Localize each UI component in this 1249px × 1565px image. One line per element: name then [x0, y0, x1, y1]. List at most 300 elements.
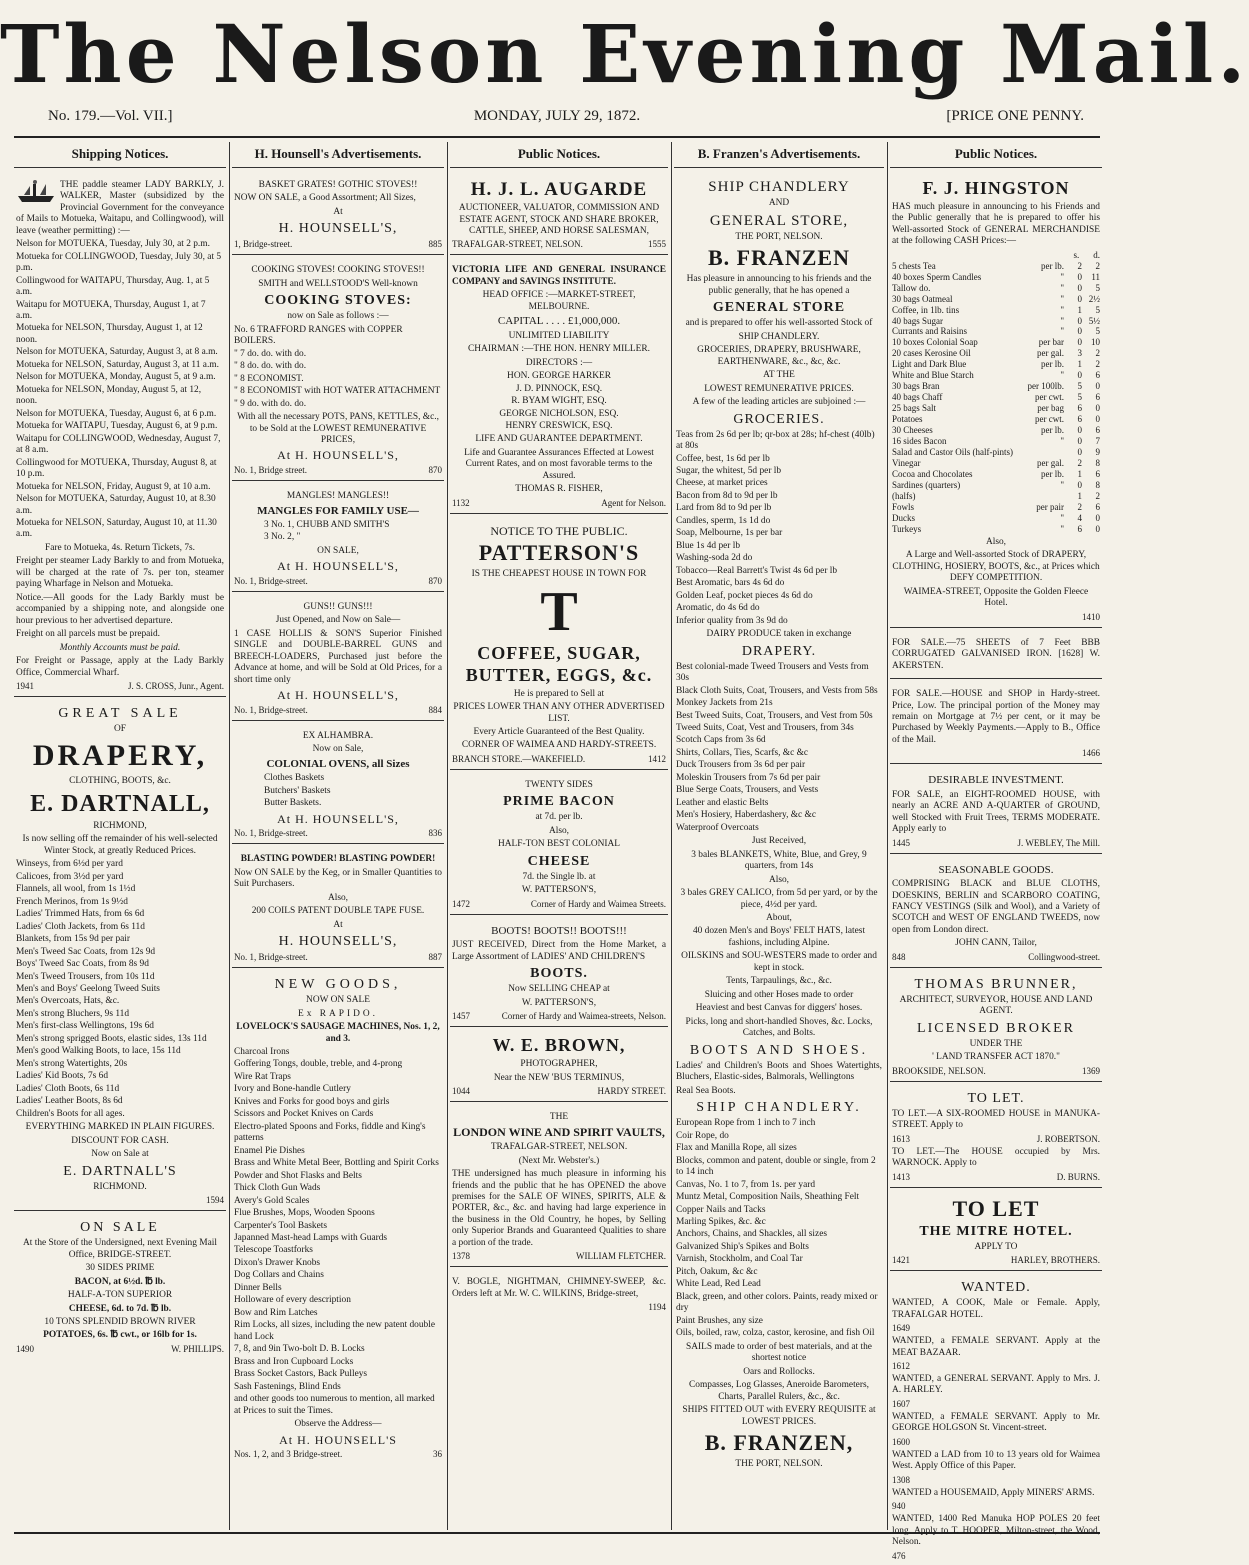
stove-item: No. 6 TRAFFORD RANGES with COPPER BOILERS. — [234, 324, 403, 347]
agent-role: Agent for Nelson. — [601, 497, 666, 508]
goods-item: Dixon's Drawer Knobs — [234, 1257, 321, 1268]
groceries-line: GROCERIES, DRAPERY, BRUSHWARE, EARTHENWARE, &c., &c, &c. — [697, 345, 861, 367]
victoria-title: VICTORIA LIFE AND GENERAL INSURANCE COMPANY and SAVINGS INSTITUTE. — [452, 265, 666, 287]
grocery-item: Teas from 2s 6d per lb; qr-box at 28s; hf-chest (40lb) at 80s — [676, 429, 875, 452]
next-to: (Next Mr. Webster's.) — [518, 1155, 600, 1166]
dartnall-name: E. DARTNALL, — [30, 790, 210, 817]
price-pence: 5½ — [1088, 315, 1100, 326]
price-values — [1028, 381, 1101, 392]
fuse: 200 COILS PATENT DOUBLE TAPE FUSE. — [251, 906, 425, 917]
sale-item: Men's strong sprigged Boots, elastic sides, 13s 11d — [16, 1033, 207, 1044]
ad-number: 1412 — [648, 753, 666, 764]
price-item: 30 Cheeses — [892, 425, 933, 436]
hingston-tail: A Large and Well-assorted Stock of DRAPERY, CLOTHING, HOSIERY, BOOTS, &c., at Prices which DEFY COMPETITION. — [892, 550, 1100, 584]
ad-sub: Just Opened, and Now on Sale— — [275, 615, 401, 626]
price-item: 40 bags Sugar — [892, 315, 943, 326]
discount: DISCOUNT FOR CASH. — [71, 1135, 169, 1146]
bogle-ad — [450, 1271, 668, 1317]
price-shillings: 0 — [1077, 326, 1082, 337]
wanted-item — [892, 1514, 1100, 1561]
brown-near: Near the NEW 'BUS TERMINUS, — [493, 1072, 625, 1083]
dartnall-at: E. DARTNALL'S — [63, 1163, 177, 1179]
goods-item: Dinner Bells — [234, 1282, 282, 1293]
chandlery-item: Marling Spikes, &c. &c — [676, 1217, 766, 1228]
chandlery-item: Copper Nails and Tacks — [676, 1204, 766, 1215]
price-unit: per cwt. — [1035, 414, 1064, 425]
price-item: Vinegar — [892, 458, 921, 469]
ad-number: 1613 — [892, 1133, 910, 1144]
sale-item: Men's and Boys' Geelong Tweed Suits — [16, 984, 160, 995]
price-row — [892, 272, 1100, 283]
price-values — [1060, 294, 1100, 305]
price-row — [892, 491, 1100, 502]
price-pence: 7 — [1095, 436, 1100, 447]
sailing-item: Waitapu for MOTUEKA, Thursday, August 1, at 7 a.m. — [16, 299, 206, 322]
notice-title: NOTICE TO THE PUBLIC. — [490, 523, 628, 538]
column-divider — [229, 142, 230, 1530]
newgoods-ad — [232, 972, 444, 1464]
price-row — [892, 414, 1100, 425]
price-shillings: 1 — [1077, 491, 1082, 501]
price-unit: " — [1060, 512, 1064, 523]
drapery-item: Leather and elastic Belts — [676, 797, 769, 808]
hounsell-name: At H. HOUNSELL'S, — [277, 811, 399, 826]
ad-text: WANTED a HOUSEMAID, Apply MINERS' ARMS. — [892, 1487, 1095, 1498]
ad-number: 1413 — [892, 1171, 910, 1182]
drapery-item: Monkey Jackets from 21s — [676, 698, 773, 709]
cheese-head: HALF-A-TON SUPERIOR — [67, 1290, 173, 1301]
ad-number: 1472 — [452, 898, 470, 909]
sale-item: Men's first-class Wellingtons, 19s 6d — [16, 1021, 154, 1032]
ad-sub: NOW ON SALE — [306, 995, 370, 1006]
blankets: 3 bales BLANKETS, White, Blue, and Grey, 9 quarters, from 14s — [691, 849, 867, 872]
ex-ship: Ex RAPIDO. — [297, 1008, 378, 1019]
ad-text: WANTED, a FEMALE SERVANT. Apply to Mr. GEORGE HOLGSON St. Vincent-street. — [892, 1411, 1100, 1434]
cheese: CHEESE, 6d. to 7d. ℔ lb. — [68, 1303, 172, 1314]
price-values — [1037, 403, 1100, 414]
sailing-item: Motueka for NELSON, Monday, August 5, at 12, noon. — [16, 384, 202, 407]
price-pence: 10 — [1091, 337, 1100, 348]
stove-item: " 7 do. do. with do. — [234, 348, 307, 359]
address: Collingwood-street. — [1028, 951, 1100, 962]
price-unit: per gal. — [1037, 458, 1064, 469]
potatoes: POTATOES, 6s. ℔ cwt., or 16lb for 1s. — [43, 1330, 197, 1341]
price-item: Sardines (quarters) — [892, 480, 961, 491]
sale-item: Flannels, all wool, from 1s 1½d — [16, 884, 136, 895]
price-unit: " — [1060, 436, 1064, 447]
ad-number: 36 — [433, 1449, 442, 1460]
ad-number: 1194 — [648, 1302, 666, 1313]
sailing-item: Motueka for NELSON, Thursday, August 1, at 12 noon. — [16, 323, 203, 345]
column-header: Shipping Notices. — [14, 142, 226, 168]
address: BROOKSIDE, NELSON. — [892, 1065, 986, 1076]
price-row — [892, 447, 1100, 458]
under: UNDER THE — [969, 1038, 1023, 1049]
price-row — [892, 524, 1100, 535]
price-values — [1036, 502, 1100, 513]
goods-item: Rim Locks, all sizes, including the new patent double hand Lock — [234, 1320, 435, 1342]
also: Also, — [768, 874, 790, 885]
price-row — [892, 392, 1100, 403]
grocery-item: Golden Leaf, pocket pieces 4s 6d do — [676, 590, 813, 601]
price-shillings: 0 — [1077, 447, 1082, 458]
at-the: AT THE — [763, 370, 795, 381]
drapery-item: Moleskin Trousers from 7s 6d per pair — [676, 772, 821, 783]
hounsell-name: H. HOUNSELL'S, — [278, 221, 398, 237]
price-shillings: 5 — [1077, 381, 1082, 392]
dartnall-intro: Is now selling off the remainder of his well-selected Winter Stock, at greatly Reduced Prices. — [22, 834, 218, 856]
brown-role: PHOTOGRAPHER, — [520, 1059, 598, 1070]
sailing-item: Nelson for MOTUEKA, Saturday, August 10, at 8.30 a.m. — [16, 494, 216, 516]
price-values — [1060, 436, 1100, 447]
price-item: Cocoa and Chocolates — [892, 469, 973, 480]
director: GEORGE NICHOLSON, ESQ. — [499, 408, 619, 419]
bacon-main: PRIME BACON — [503, 794, 615, 810]
cheese-price: 7d. the Single lb. at — [522, 871, 596, 882]
sale-item: Men's Tweed Trousers, from 10s 11d — [16, 971, 155, 982]
franzen-ad — [674, 174, 884, 1476]
price-item: Tallow do. — [892, 282, 931, 293]
column-header: B. Franzen's Advertisements. — [674, 142, 884, 168]
ad-number: 870 — [428, 465, 442, 476]
fitted: SHIPS FITTED OUT with EVERY REQUISITE at LOWEST PRICES. — [682, 1405, 876, 1427]
price-item: Potatoes — [892, 414, 923, 425]
grocery-item: Soap, Melbourne, 1s per bar — [676, 528, 783, 539]
ad-text: Now ON SALE by the Keg, or in Smaller Quantities to Suit Purchasers. — [234, 867, 442, 890]
price-shillings: 0 — [1077, 480, 1082, 491]
basket-item: Butchers' Baskets — [264, 785, 331, 796]
price-row — [892, 480, 1100, 491]
tolet-ad — [890, 1086, 1102, 1188]
column-header: Public Notices. — [890, 142, 1102, 168]
grates-ad — [232, 174, 444, 255]
address: No. 1, Bridge-street. — [234, 952, 308, 963]
hounsell-name: At H. HOUNSELL'S, — [277, 688, 399, 703]
augarde-name: H. J. L. AUGARDE — [470, 178, 648, 200]
price-unit: " — [1060, 326, 1064, 337]
price-unit: " — [1060, 370, 1064, 381]
richmond: RICHMOND. — [93, 1181, 147, 1192]
wanted-item — [892, 1450, 1100, 1486]
address: No. 1, Bridge-street. — [234, 828, 308, 839]
phillips-name: W. PHILLIPS. — [171, 1343, 224, 1354]
wanted-ad — [890, 1275, 1102, 1565]
price-shillings: 0 — [1077, 282, 1082, 293]
canvas: Heaviest and best Canvas for diggers' hoses. — [695, 1003, 863, 1014]
price-row — [892, 326, 1100, 337]
ad-number: 940 — [892, 1501, 906, 1512]
ad-number: 887 — [428, 952, 442, 963]
price-pence: 11 — [1091, 271, 1100, 282]
mangle-item: 3 No. 1, CHUBB AND SMITH'S — [264, 519, 390, 530]
dateline — [30, 108, 1084, 130]
picks: Picks, long and short-handled Shoves, &c. Locks, Catches, and Bolts. — [685, 1016, 873, 1039]
boots-title: BOOTS AND SHOES. — [689, 1042, 869, 1058]
price-row — [892, 348, 1100, 359]
ad-text: WANTED, a GENERAL SERVANT. Apply to Mrs. J. A. HARLEY. — [892, 1373, 1100, 1396]
price-pence: 0 — [1095, 381, 1100, 392]
ad-text: FOR SALE, an EIGHT-ROOMED HOUSE, with nearly an ACRE AND A-QUARTER of GROUND, well Stocked with Fruit Trees, TERMS MODERATE. Apply early to — [892, 789, 1100, 835]
ad-title: TO LET. — [967, 1090, 1025, 1106]
price-pence: 9 — [1095, 447, 1100, 458]
apply: For Freight or Passage, apply at the Lady Barkly Office, Commercial Wharf. — [16, 656, 224, 678]
sale-item: Men's good Walking Boots, to lace, 15s 11d — [16, 1046, 181, 1057]
ad-number: 848 — [892, 951, 906, 962]
price-pence: 6 — [1095, 425, 1100, 436]
price-shillings: 4 — [1077, 512, 1082, 523]
goods-item: Brass and White Metal Beer, Bottling and Spirit Corks — [234, 1158, 439, 1169]
address: TRAFALGAR-STREET, NELSON. — [490, 1142, 628, 1153]
price-values — [1060, 305, 1100, 316]
price-item: 20 cases Kerosine Oil — [892, 348, 971, 359]
sale-item: Calicoes, from 3½d per yard — [16, 871, 124, 882]
patterson-name: PATTERSON'S — [478, 540, 640, 566]
goods-item: Flue Brushes, Mops, Wooden Spoons — [234, 1208, 375, 1219]
director: HON. GEORGE HARKER — [507, 371, 611, 382]
parcels: Freight on all parcels must be prepaid. — [16, 629, 160, 640]
ad-number: 885 — [428, 239, 442, 250]
bacon: BACON, at 6½d. ℔ lb. — [74, 1276, 166, 1287]
ad-intro: SMITH and WELLSTOOD'S Well-known — [258, 278, 418, 289]
chandlery-item: Flax and Manilla Rope, all sizes — [676, 1143, 797, 1154]
vaults-name: LONDON WINE AND SPIRIT VAULTS, — [453, 1125, 665, 1140]
ad-title: COOKING STOVES! COOKING STOVES!! — [251, 265, 425, 276]
sailing-item: Motueka for NELSON, Saturday, August 10, at 11.30 a.m. — [16, 517, 217, 540]
price-item: 40 bags Chaff — [892, 392, 943, 403]
grocery-item: Aromatic, do 4s 6d do — [676, 603, 760, 614]
price-pence: 2 — [1095, 359, 1100, 370]
price-row — [892, 359, 1100, 370]
price-pence: 8 — [1095, 458, 1100, 469]
chandlery-item: Oils, boiled, raw, colza, castor, kerosine, and fish Oil — [676, 1328, 875, 1339]
cheapest: IS THE CHEAPEST HOUSE IN TOWN FOR — [471, 569, 647, 580]
hingston-intro: HAS much pleasure in announcing to his Friends and the Public generally that he is prepared to offer his Well-assorted Stock of GENERAL MERCHANDISE at the following CASH Prices:— — [892, 201, 1100, 247]
price-row — [892, 305, 1100, 316]
goods-item: Avery's Gold Scales — [234, 1195, 310, 1206]
column-divider — [671, 142, 672, 1530]
grocery-item: Tobacco—Real Barrett's Twist 4s 6d per lb — [676, 565, 838, 576]
lady-barkly-ad — [14, 174, 226, 697]
ship-intro: THE paddle steamer LADY BARKLY, J. WALKER, Master (subsidized by the Provincial Government for the conveyance of Mails to Motueka, Waitapu, and Collingwood), will leave (weather permitting) :— — [16, 179, 224, 236]
price-values — [1060, 326, 1100, 337]
chandlery-item: Canvas, No. 1 to 7, from 1s. per yard — [676, 1179, 816, 1190]
ad-text: FOR SALE.—75 SHEETS of 7 Feet BBB CORRUGATED GALVANISED IRON. [1628] W. AKERSTEN. — [892, 637, 1100, 671]
drapery-item: Shirts, Collars, Ties, Scarfs, &c &c — [676, 747, 809, 758]
and: AND — [768, 198, 790, 209]
price-values — [1060, 480, 1100, 491]
oars: Oars and Rollocks. — [743, 1366, 815, 1377]
price-row — [892, 294, 1100, 305]
price-values — [1037, 458, 1100, 469]
guns-ad — [232, 596, 444, 721]
agent: THOMAS R. FISHER, — [515, 484, 603, 495]
goods-item: Brass and Iron Cupboard Locks — [234, 1356, 354, 1367]
address: TRAFALGAR-STREET, NELSON. — [452, 239, 583, 250]
address: Corner of Hardy and Waimea Streets. — [530, 898, 666, 909]
drapery-title: DRAPERY. — [741, 643, 817, 659]
price-row — [892, 513, 1100, 524]
stove-item: " 8 do. do. with do. — [234, 361, 307, 372]
price-shillings: 1 — [1077, 469, 1082, 480]
address: No. 1, Bridge-street. — [234, 575, 308, 586]
address: 1, Bridge-street. — [234, 239, 293, 250]
at: At — [333, 206, 343, 217]
hingston-name: F. J. HINGSTON — [922, 177, 1070, 198]
dept: LIFE AND GUARANTEE DEPARTMENT. — [475, 434, 643, 445]
general-store-heading: GENERAL STORE — [712, 300, 846, 316]
ad-signature: J. WEBLEY, The Mill. — [1017, 837, 1100, 848]
franzen-footer-port: THE PORT, NELSON. — [735, 1458, 823, 1469]
ad-number: 1044 — [452, 1086, 470, 1097]
seasonable-ad — [890, 858, 1102, 968]
hats: 40 dozen Men's and Boys' FELT HATS, latest fashions, including Alpine. — [692, 926, 866, 948]
ad-title: MANGLES! MANGLES!! — [286, 491, 390, 502]
goods-item: Thick Cloth Gun Wads — [234, 1183, 321, 1194]
phillips-ad — [14, 1215, 226, 1359]
ad-text: WANTED, a FEMALE SERVANT. Apply at the MEAT BAZAAR. — [892, 1336, 1100, 1358]
price-values — [1037, 348, 1100, 359]
powder-ad — [232, 848, 444, 968]
freight: Freight per steamer Lady Barkly to and from Motueka, will be charged at the rate of 7s. per ton, steamer paying Wharfage in Nelson and Motueka. — [16, 556, 224, 590]
ad-number: 1445 — [892, 837, 910, 848]
price-unit: " — [1060, 293, 1064, 304]
price-unit: " — [1060, 282, 1064, 293]
price-pence: 5 — [1095, 326, 1100, 337]
sailing-item: Nelson for MOTUEKA, Monday, August 5, at 9 a.m. — [16, 372, 216, 383]
price-values — [1041, 425, 1100, 436]
ad-text: WANTED a LAD from 10 to 13 years old for Waimea West. Apply Office of this Paper. — [892, 1449, 1100, 1472]
price-unit: " — [1060, 523, 1064, 534]
sale-item: Men's strong Bluchers, 9s 11d — [16, 1008, 130, 1019]
price-shillings: 6 — [1077, 523, 1082, 534]
price-pence: 0 — [1095, 512, 1100, 523]
ad-title: BLASTING POWDER! BLASTING POWDER! — [240, 854, 436, 865]
col-shillings: s. — [1073, 249, 1080, 260]
issue-price: [PRICE ONE PENNY. — [946, 108, 1084, 124]
apply-to: APPLY TO — [974, 1241, 1018, 1252]
also: Also, — [985, 536, 1007, 547]
mitre-ad — [890, 1192, 1102, 1271]
wanted-item — [892, 1298, 1100, 1334]
price-values — [1041, 359, 1100, 370]
lowest: LOWEST REMUNERATIVE PRICES. — [704, 383, 854, 394]
sale-item: Men's strong Watertights, 20s — [16, 1058, 128, 1069]
director: J. D. PINNOCK, ESQ. — [515, 383, 603, 394]
sale-item: Men's Tweed Sac Coats, from 12s 9d — [16, 946, 156, 957]
ad-title: DESIRABLE INVESTMENT. — [928, 774, 1064, 787]
price-shillings: 2 — [1077, 458, 1082, 469]
on-sale: ON SALE, — [317, 545, 359, 556]
sailing-item: Motueka for WAITAPU, Tuesday, August 6, at 9 p.m. — [16, 421, 218, 432]
of: OF — [114, 724, 126, 735]
cheese-main: CHEESE — [527, 853, 591, 869]
drapery-item: Tweed Suits, Coat, Vest and Trousers, from 34s — [676, 722, 854, 733]
sailing-item: Nelson for MOTUEKA, Tuesday, July 30, at 2 p.m. — [16, 239, 210, 250]
fare: Fare to Motueka, 4s. Return Tickets, 7s. — [45, 542, 195, 553]
now-on-sale: now on Sale as follows :— — [287, 311, 389, 322]
compasses: Compasses, Log Glasses, Aneroide Barometers, Charts, Parallel Rulers, &c., &c. — [689, 1380, 869, 1402]
grocery-item: Lard from 8d to 9d per lb — [676, 503, 772, 514]
price-row — [892, 261, 1100, 272]
hounsell-name: At H. HOUNSELL'S, — [277, 448, 399, 463]
drapery-item: Best colonial-made Tweed Trousers and Vests from 30s — [676, 661, 869, 684]
price-row — [892, 370, 1100, 381]
price-pence: 5 — [1095, 304, 1100, 315]
port: THE PORT, NELSON. — [735, 231, 823, 242]
ad-signature: D. BURNS. — [1056, 1171, 1100, 1182]
few: A few of the leading articles are subjoined :— — [692, 397, 866, 408]
price-item: White and Blue Starch — [892, 370, 974, 381]
goods-item: Powder and Shot Flasks and Belts — [234, 1170, 362, 1181]
mitre-name: THE MITRE HOTEL. — [919, 1223, 1073, 1239]
address: WAIMEA-STREET, Opposite the Golden Fleece Hotel. — [903, 586, 1089, 609]
chairman: CHAIRMAN :—THE HON. HENRY MILLER. — [468, 344, 650, 355]
boots-ad — [450, 919, 668, 1027]
sailing-item: Nelson for MOTUEKA, Saturday, August 3, at 8 a.m. — [16, 347, 218, 358]
ad-title: GUNS!! GUNS!!! — [303, 601, 373, 612]
liability: UNLIMITED LIABILITY — [508, 330, 610, 341]
ad-signature: HARLEY, BROTHERS. — [1010, 1255, 1100, 1266]
ad-title: SEASONABLE GOODS. — [938, 863, 1054, 876]
sluicing: Sluicing and other Hoses made to order — [704, 989, 854, 1000]
grocery-item: Coffee, best, 1s 6d per lb — [676, 453, 770, 464]
column-franzen — [674, 142, 884, 1528]
broker: LICENSED BROKER — [917, 1020, 1075, 1036]
goods-item: Scissors and Pocket Knives on Cards — [234, 1109, 374, 1120]
sale-item: Children's Boots for all ages. — [16, 1108, 125, 1119]
sailing-item: Motueka for NELSON, Saturday, August 3, at 11 a.m. — [16, 359, 219, 370]
column-shipping — [14, 142, 226, 1528]
price-shillings: 1 — [1077, 304, 1082, 315]
goods-item: Bow and Rim Latches — [234, 1307, 318, 1318]
price-shillings: 5 — [1077, 392, 1082, 403]
now-selling: Now SELLING CHEAP at — [508, 984, 610, 995]
grocery-item: Washing-soda 2d do — [676, 553, 753, 564]
ovens-main: COLONIAL OVENS, all Sizes — [266, 757, 410, 770]
shop-ad — [890, 683, 1102, 764]
great-sale: GREAT SALE — [58, 706, 182, 722]
grocery-item: Inferior quality from 3s 9d do — [676, 615, 788, 626]
act: ' LAND TRANSFER ACT 1870." — [932, 1052, 1060, 1063]
potato-head: 10 TONS SPLENDID BROWN RIVER — [44, 1316, 196, 1327]
franzen-name: B. FRANZEN — [707, 245, 850, 271]
price-pence: 6 — [1095, 501, 1100, 512]
ad-tail: With all the necessary POTS, PANS, KETTLES, &c., to be Sold at the LOWEST REMUNERATIVE PRICES, — [237, 412, 439, 446]
price-values — [1064, 491, 1100, 502]
big-t: T — [540, 580, 578, 643]
masthead-title: The Nelson Evening Mail. — [0, 7, 1249, 101]
phillips-intro: At the Store of the Undersigned, next Evening Mail Office, BRIDGE-STREET. — [23, 1238, 217, 1260]
address: HARDY STREET. — [597, 1086, 666, 1097]
price-unit: per lb. — [1041, 469, 1064, 480]
brunner-ad — [890, 972, 1102, 1082]
column-header: Public Notices. — [450, 142, 668, 168]
stove-item: " 8 ECONOMIST. — [234, 373, 304, 384]
price-values — [1060, 272, 1100, 283]
at: At — [333, 919, 343, 930]
price-pence: 2 — [1095, 348, 1100, 359]
iron-ad — [890, 632, 1102, 679]
sale-item: Ladies' Cloth Jackets, from 6s 11d — [16, 921, 145, 932]
patterson-ad — [450, 518, 668, 770]
ad-text: WANTED, A COOK, Male or Female. Apply, TRAFALGAR HOTEL. — [892, 1298, 1100, 1320]
sailing-item: Motueka for COLLINGWOOD, Tuesday, July 30, at 5 p.m. — [16, 251, 222, 274]
cooking-main: COOKING STOVES: — [264, 293, 412, 309]
basket-item: Clothes Baskets — [264, 773, 325, 784]
capital: CAPITAL . . . . £1,000,000. — [497, 315, 621, 328]
ad-text: V. BOGLE, NIGHTMAN, CHIMNEY-SWEEP, &c. Orders left at Mr. W. C. WILKINS, Bridge-street, — [452, 1277, 666, 1299]
sale-item: Ladies' Cloth Boots, 6s 11d — [16, 1083, 120, 1094]
